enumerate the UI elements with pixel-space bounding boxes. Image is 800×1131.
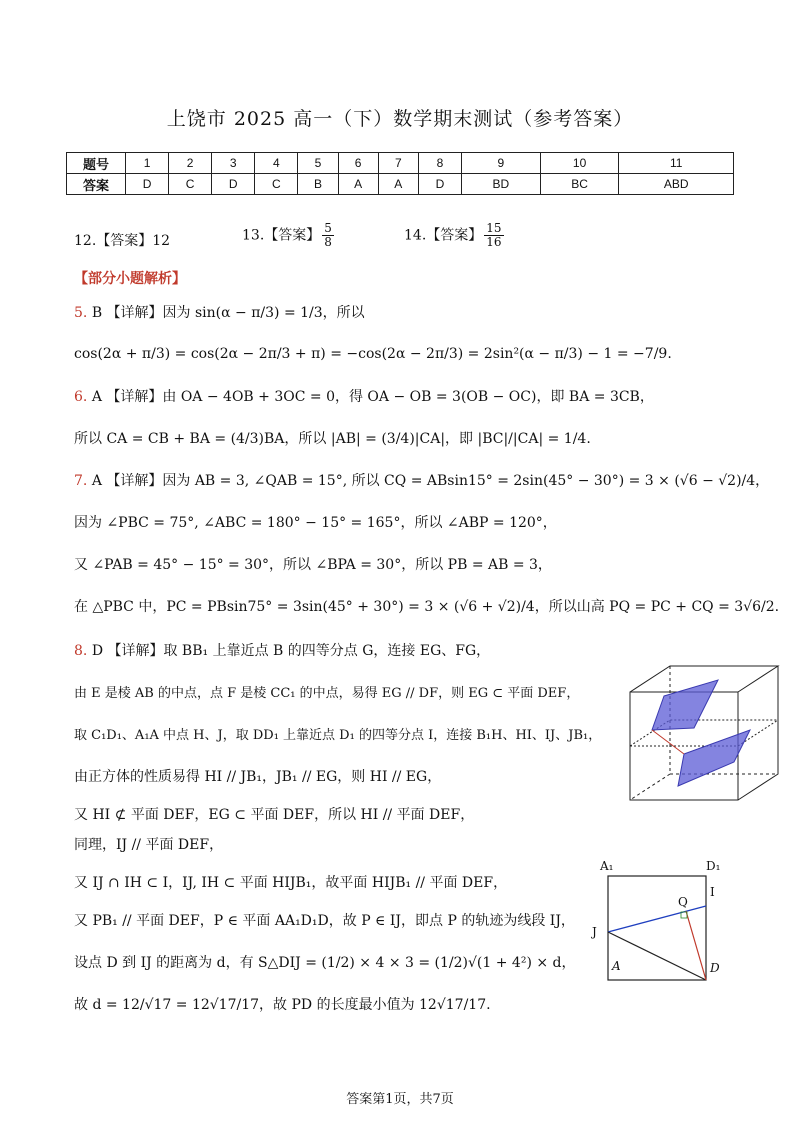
table-cell: 2 xyxy=(169,153,212,174)
q6-line-2: 所以 CA = CB + BA = (4/3)BA，所以 |AB| = (3/4)|CA|，即 |BC|/|CA| = 1/4. xyxy=(74,431,591,447)
header-label: 题号 xyxy=(67,153,126,174)
table-cell: 3 xyxy=(212,153,255,174)
label-d1: D₁ xyxy=(706,859,721,873)
table-cell: 9 xyxy=(461,153,540,174)
answer-14 xyxy=(404,222,506,249)
table-cell: B xyxy=(298,174,338,195)
fraction xyxy=(484,222,503,249)
label-j: J xyxy=(592,925,597,939)
table-cell: A xyxy=(338,174,378,195)
table-cell: BC xyxy=(540,174,619,195)
square-figure xyxy=(588,856,738,990)
q8-line-9: 设点 D 到 IJ 的距离为 d，有 S△DIJ = (1/2) × 4 × 3 = (1/2)√(1 + 4²) × d， xyxy=(74,955,576,971)
numerator: 15 xyxy=(486,221,502,235)
table-cell: A xyxy=(378,174,418,195)
question-number: 8. xyxy=(74,643,88,659)
label-i: I xyxy=(710,885,715,899)
table-cell: 7 xyxy=(378,153,418,174)
q8-line-6: 同理，IJ // 平面 DEF， xyxy=(74,837,224,853)
solution-text: B 【详解】因为 sin(α − π/3) = 1/3，所以 xyxy=(91,305,365,321)
q5-line-2: cos(2α + π/3) = cos(2α − 2π/3 + π) = −cos(2α − 2π/3) = 2sin²(α − π/3) − 1 = −7/9. xyxy=(74,346,672,362)
q8-line-7: 又 IJ ∩ IH ⊂ I，IJ, IH ⊂ 平面 HIJB₁，故平面 HIJB₁ // 平面 DEF， xyxy=(74,875,508,891)
page-footer: 答案第1页，共7页 xyxy=(346,1092,454,1107)
answer-13-label: 13.【答案】 xyxy=(242,227,321,244)
answer-12: 12.【答案】12 xyxy=(74,233,171,249)
table-cell: 5 xyxy=(298,153,338,174)
table-cell: 6 xyxy=(338,153,378,174)
q5-line-1 xyxy=(74,302,365,322)
table-cell: D xyxy=(126,174,169,195)
table-cell: 10 xyxy=(540,153,619,174)
label-a1: A₁ xyxy=(600,859,614,873)
table-cell: 11 xyxy=(619,153,734,174)
table-cell: 4 xyxy=(255,153,298,174)
q7-line-3: 又 ∠PAB = 45° − 15° = 30°，所以 ∠BPA = 30°，所以 PB = AB = 3， xyxy=(74,557,552,573)
label-q: Q xyxy=(678,895,688,909)
q8-line-8: 又 PB₁ // 平面 DEF，P ∈ 平面 AA₁D₁D，故 P ∈ IJ，即点 P 的轨迹为线段 IJ， xyxy=(74,913,575,929)
question-number: 6. xyxy=(74,389,88,405)
solution-text: A 【详解】由 OA − 4OB + 3OC = 0，得 OA − OB = 3(OB − OC)，即 BA = 3CB， xyxy=(91,389,654,405)
answer-label: 答案 xyxy=(67,174,126,195)
label-a: A xyxy=(612,959,621,973)
page-title: 上饶市 2025 高一（下）数学期末测试（参考答案） xyxy=(166,108,634,130)
answer-table xyxy=(66,152,734,195)
q8-line-3: 取 C₁D₁、A₁A 中点 H、J，取 DD₁ 上靠近点 D₁ 的四等分点 I，连接 B₁H、HI、IJ、JB₁， xyxy=(74,728,602,743)
table-cell: ABD xyxy=(619,174,734,195)
table-cell: C xyxy=(255,174,298,195)
table-cell: 1 xyxy=(126,153,169,174)
q8-line-2: 由 E 是棱 AB 的中点，点 F 是棱 CC₁ 的中点，易得 EG // DF，则 EG ⊂ 平面 DEF， xyxy=(74,686,580,701)
table-row-answers xyxy=(67,174,734,195)
q7-line-4: 在 △PBC 中，PC = PBsin75° = 3sin(45° + 30°) = 3 × (√6 + √2)/4，所以山高 PQ = PC + CQ = 3√6/2. xyxy=(74,599,780,615)
answer-14-label: 14.【答案】 xyxy=(404,227,483,244)
solution-text: D 【详解】取 BB₁ 上靠近点 B 的四等分点 G，连接 EG、FG， xyxy=(91,643,491,659)
numerator: 5 xyxy=(324,221,332,235)
fraction xyxy=(322,222,334,249)
table-cell: 8 xyxy=(418,153,461,174)
section-heading: 【部分小题解析】 xyxy=(74,271,186,287)
solution-text: A 【详解】因为 AB = 3, ∠QAB = 15°, 所以 CQ = ABsin15° = 2sin(45° − 30°) = 3 × (√6 − √2)/4， xyxy=(91,473,770,489)
question-number: 5. xyxy=(74,305,88,321)
cube-figure xyxy=(622,658,782,808)
denominator: 16 xyxy=(486,235,502,249)
q8-line-5: 又 HI ⊄ 平面 DEF，EG ⊂ 平面 DEF，所以 HI // 平面 DEF， xyxy=(74,807,475,823)
q8-line-10: 故 d = 12/√17 = 12√17/17，故 PD 的长度最小值为 12√17/17. xyxy=(74,997,491,1013)
q7-line-1 xyxy=(74,470,769,490)
q8-line-1 xyxy=(74,640,490,660)
denominator: 8 xyxy=(324,235,332,249)
question-number: 7. xyxy=(74,473,88,489)
q8-line-4: 由正方体的性质易得 HI // JB₁，JB₁ // EG，则 HI // EG， xyxy=(74,769,442,785)
table-cell: D xyxy=(212,174,255,195)
table-cell: D xyxy=(418,174,461,195)
label-d: D xyxy=(710,961,720,975)
q6-line-1 xyxy=(74,386,654,406)
table-cell: C xyxy=(169,174,212,195)
q7-line-2: 因为 ∠PBC = 75°, ∠ABC = 180° − 15° = 165°，所以 ∠ABP = 120°， xyxy=(74,515,557,531)
table-cell: BD xyxy=(461,174,540,195)
answer-13 xyxy=(242,222,336,249)
table-row-numbers xyxy=(67,153,734,174)
